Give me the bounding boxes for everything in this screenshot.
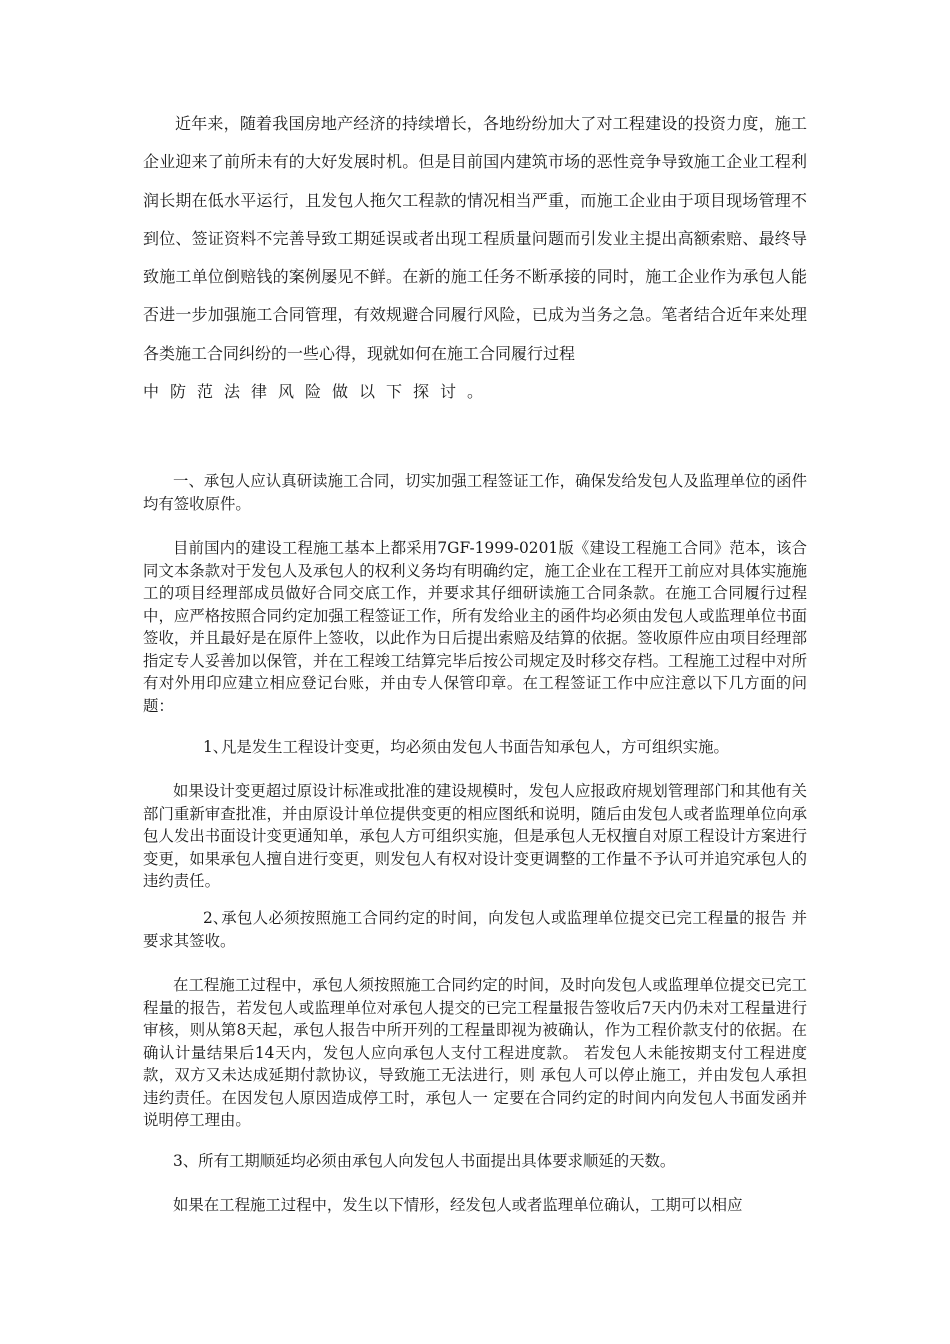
section-1-heading: 一、承包人应认真研读施工合同，切实加强工程签证工作，确保发给发包人及监理单位的函件均有签收原件。 bbox=[143, 472, 807, 513]
section-1-body: 目前国内的建设工程施工基本上都采用7GF-1999-0201版《建设工程施工合同》范本，该合同文本条款对于发包人及承包人的权利义务均有明确约定，施工企业在工程开工前应对具体实施施工的项目经理部成员做好合同交底工作，并要求其仔细研读施工合同条款。在施工合同履行过程中，应严格按照合同约定加强工程签证工作，所有发给业主的函件均必须由发包人或监理单位书面签收，并且最好是在原件上签收，以此作为日后提出索赔及结算的依据。签收原件应由项目经理部指定专人妥善加以保管，并在工程竣工结算完毕后按公司规定及时移交存档。工程施工过程中对所有对外用印应建立相应登记台账，并由专人保管印章。在工程签证工作中应注意以下几方面的问题： bbox=[143, 539, 807, 715]
item-1-title: 凡是发生工程设计变更，均必须由发包人书面告知承包人，方可组织实施。 bbox=[221, 738, 729, 756]
item-2-heading-block bbox=[143, 907, 807, 952]
item-1-body: 如果设计变更超过原设计标准或批准的建设规模时，发包人应报政府规划管理部门和其他有关部门重新审查批准，并由原设计单位提供变更的相应图纸和说明，随后由发包人或者监理单位向承包人发出书面设计变更通知单，承包人方可组织实施，但是承包人无权擅自对原工程设计方案进行变更，如果承包人擅自进行变更，则发包人有权对设计变更调整的工作量不予认可并追究承包人的违约责任。 bbox=[143, 782, 807, 890]
item-2-title: 承包人必须按照施工合同约定的时间，向发包人或监理单位提交已完工程量的报告 并要求其签收。 bbox=[143, 909, 807, 950]
item-1-heading-block bbox=[143, 736, 807, 759]
item-2-body: 在工程施工过程中，承包人须按照施工合同约定的时间，及时向发包人或监理单位提交已完工程量的报告，若发包人或监理单位对承包人提交的已完工程量报告签收后7天内仍未对工程量进行审核，则从第8天起，承包人报告中所开列的工程量即视为被确认，作为工程价款支付的依据。在确认计量结果后14天内，发包人应向承包人支付工程进度款。 若发包人未能按期支付工程进度款，双方又未达成延期付款协议，导致施工无法进行，则 承包人可以停止施工，并由发包人承担违约责任。在因发包人原因造成停工时，承包人一 定要在合同约定的时间内向发包人书面发函并说明停工理由。 bbox=[143, 976, 807, 1129]
item-1-body-block bbox=[143, 780, 807, 893]
section-1-body-block bbox=[143, 537, 807, 717]
item-1-number: 1、 bbox=[203, 738, 229, 756]
item-3-heading: 3、所有工期顺延均必须由承包人向发包人书面提出具体要求顺延的天数。 bbox=[173, 1152, 676, 1170]
intro-last-line: 中防范法律风险做以下探讨。 bbox=[143, 382, 495, 402]
item-1-heading bbox=[143, 736, 807, 759]
item-2-number: 2、 bbox=[203, 909, 229, 927]
section-1-heading-block bbox=[143, 470, 807, 515]
item-2-body-block bbox=[143, 974, 807, 1132]
intro-text: 近年来，随着我国房地产经济的持续增长，各地纷纷加大了对工程建设的投资力度，施工企业迎来了前所未有的大好发展时机。但是目前国内建筑市场的恶性竞争导致施工企业工程利润长期在低水平运行，且发包人拖欠工程款的情况相当严重，而施工企业由于项目现场管理不到位、签证资料不完善导致工期延误或者出现工程质量问题而引发业主提出高额索赔、最终导致施工单位倒赔钱的案例屡见不鲜。在新的施工任务不断承接的同时，施工企业作为承包人能否进一步加强施工合同管理，有效规避合同履行风险，已成为当务之急。笔者结合近年来处理各类施工合同纠纷的一些心得，现就如何在施工合同履行过程 bbox=[143, 114, 807, 363]
item-3-body: 如果在工程施工过程中，发生以下情形，经发包人或者监理单位确认，工期可以相应 bbox=[173, 1196, 743, 1214]
item-2-heading bbox=[143, 907, 807, 952]
item-3-body-block bbox=[143, 1194, 807, 1217]
item-3-heading-block bbox=[143, 1150, 807, 1173]
intro-paragraph bbox=[143, 105, 807, 411]
